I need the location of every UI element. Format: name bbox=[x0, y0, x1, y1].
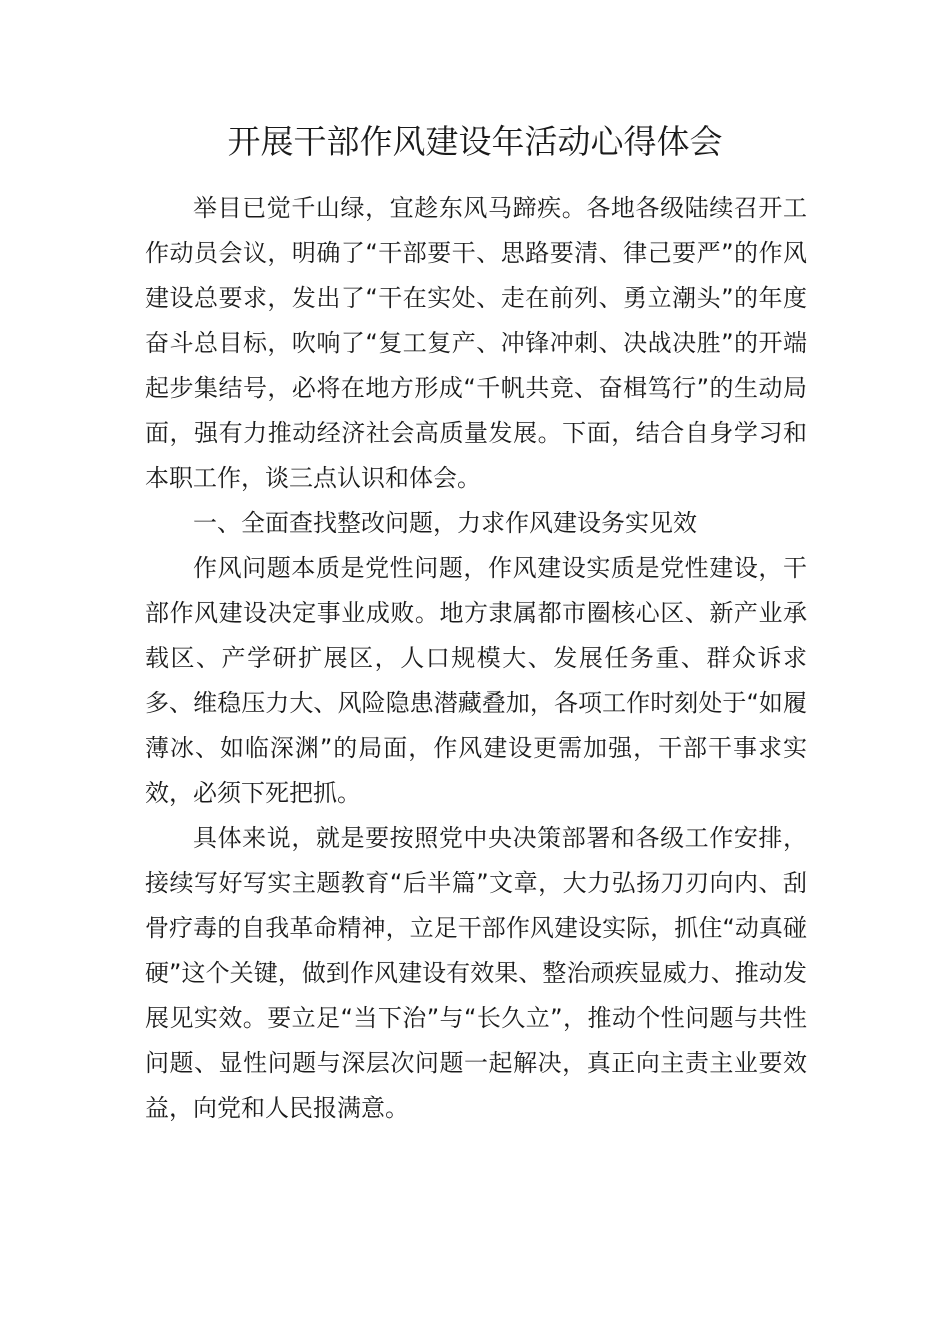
document-body bbox=[145, 186, 807, 1131]
paragraph-section-1-b: 具体来说，就是要按照党中央决策部署和各级工作安排，接续写好写实主题教育“后半篇”文章，大力弘扬刀刃向内、刮骨疗毒的自我革命精神，立足干部作风建设实际，抓住“动真碰硬”这个关键，做到作风建设有效果、整治顽疾显威力、推动发展见实效。要立足“当下治”与“长久立”，推动个性问题与共性问题、显性问题与深层次问题一起解决，真正向主责主业要效益，向党和人民报满意。 bbox=[145, 824, 807, 1122]
paragraph-intro: 举目已觉千山绿，宜趁东风马蹄疾。各地各级陆续召开工作动员会议，明确了“干部要干、思路要清、律己要严”的作风建设总要求，发出了“干在实处、走在前列、勇立潮头”的年度奋斗总目标，吹响了“复工复产、冲锋冲刺、决战决胜”的开端起步集结号，必将在地方形成“千帆共竞、奋楫笃行”的生动局面，强有力推动经济社会高质量发展。下面，结合自身学习和本职工作，谈三点认识和体会。 bbox=[145, 194, 807, 492]
document-title: 开展干部作风建设年活动心得体会 bbox=[227, 122, 723, 161]
section-heading-1: 一、全面查找整改问题，力求作风建设务实见效 bbox=[193, 509, 697, 537]
paragraph-section-1-a: 作风问题本质是党性问题，作风建设实质是党性建设，干部作风建设决定事业成败。地方隶属都市圈核心区、新产业承载区、产学研扩展区，人口规模大、发展任务重、群众诉求多、维稳压力大、风险隐患潜藏叠加，各项工作时刻处于“如履薄冰、如临深渊”的局面，作风建设更需加强，干部干事求实效，必须下死把抓。 bbox=[145, 554, 807, 807]
